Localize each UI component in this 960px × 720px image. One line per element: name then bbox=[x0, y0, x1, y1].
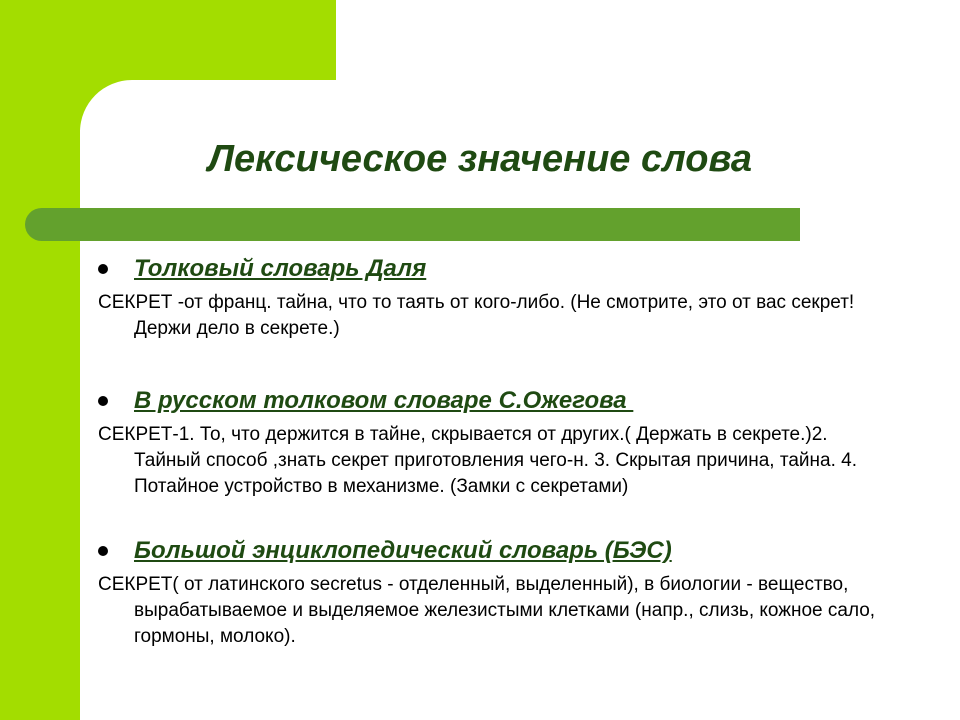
bullet-icon bbox=[98, 396, 108, 406]
decorative-green-strip-left bbox=[0, 0, 80, 720]
definition-dal: СЕКРЕТ -от франц. тайна, что то таять от кого-либо. (Не смотрите, это от вас секрет! Держи дело в секрете.) bbox=[98, 292, 855, 339]
section-heading-dal bbox=[98, 250, 898, 288]
section-heading-text: В русском толковом словаре С.Ожегова bbox=[134, 387, 634, 414]
decorative-rule-bar bbox=[25, 208, 800, 241]
section-heading-text: Толковый словарь Даля bbox=[134, 255, 427, 282]
section-heading-text: Большой энциклопедический словарь (БЭС) bbox=[134, 537, 672, 564]
bullet-icon bbox=[98, 546, 108, 556]
definition-ozhegov: СЕКРЕТ-1. То, что держится в тайне, скрывается от других.( Держать в секрете.)2. Тайный способ ,знать секрет приготовления чего-н. 3. Скрытая причина, тайна. 4. Потайное устройство в механизме. (Замки с секретами) bbox=[98, 424, 857, 497]
section-heading-ozhegov bbox=[98, 382, 898, 420]
definition-bes: СЕКРЕТ( от латинского secretus - отделенный, выделенный), в биологии - вещество, вырабатываемое и выделяемое железистыми клетками (напр., слизь, кожное сало, гормоны, молоко). bbox=[98, 574, 876, 647]
slide-content bbox=[98, 250, 898, 650]
bullet-icon bbox=[98, 264, 108, 274]
section-heading-bes bbox=[98, 532, 898, 570]
slide-title: Лексическое значение слова bbox=[207, 138, 753, 180]
